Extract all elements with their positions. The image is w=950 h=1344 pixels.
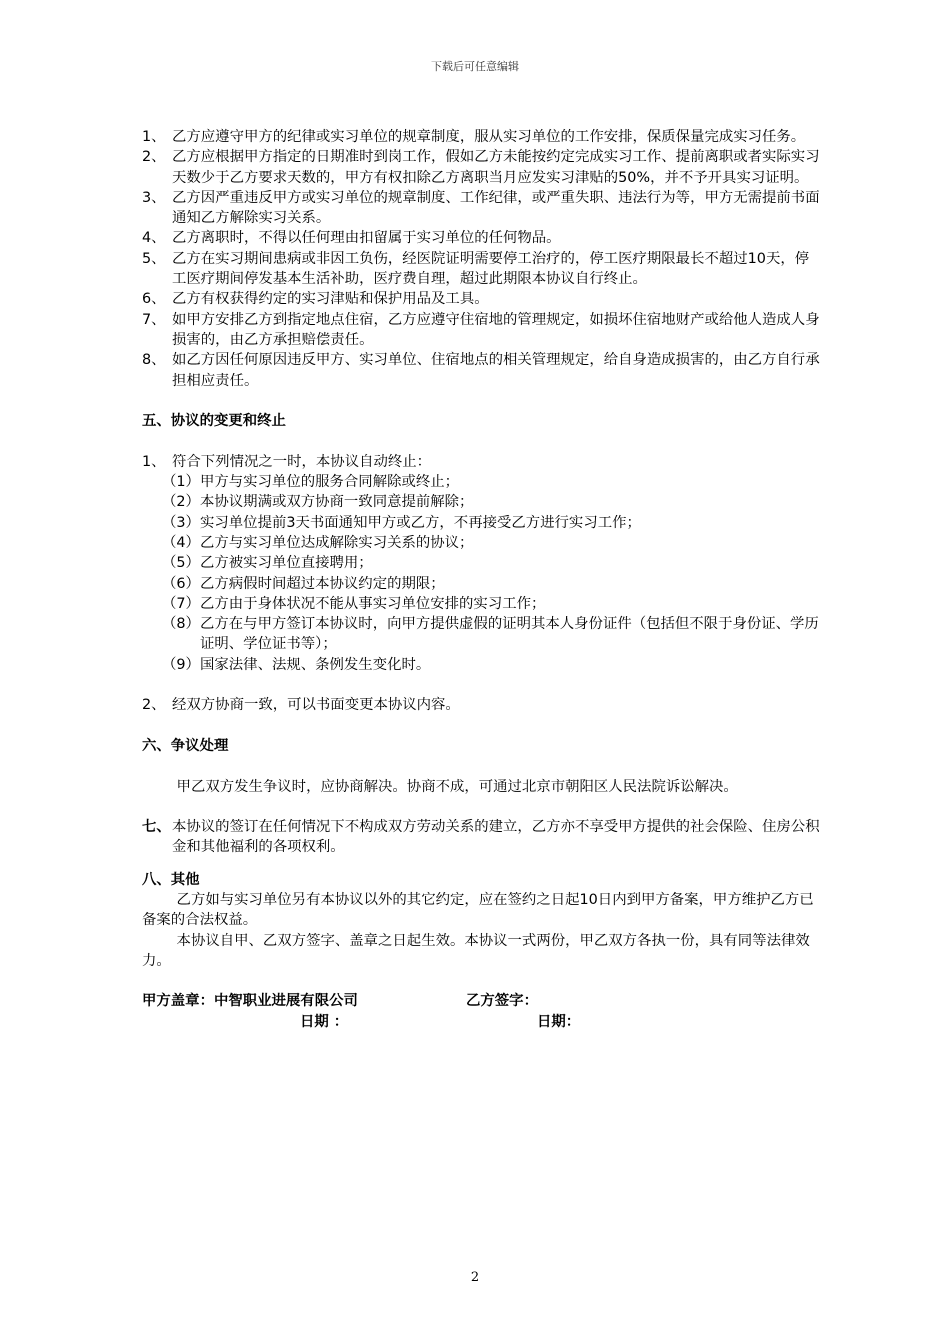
sub-item-text: 乙方由于身体状况不能从事实习单位安排的实习工作； xyxy=(200,595,546,612)
sub-list-item xyxy=(142,614,822,655)
item-number: 3、 xyxy=(142,189,166,206)
termination-sublist xyxy=(142,472,822,675)
sub-item-text: 乙方在与甲方签订本协议时，向甲方提供虚假的证明其本人身份证件（包括但不限于身份证、学历证明、学位证书等）； xyxy=(200,616,819,653)
list-item xyxy=(142,228,822,248)
section7-item xyxy=(142,817,822,858)
item-text: 乙方因严重违反甲方或实习单位的规章制度、工作纪律，或严重失职、违法行为等，甲方无需提前书面通知乙方解除实习关系。 xyxy=(172,189,820,227)
other-paragraph-2: 本协议自甲、乙双方签字、盖章之日起生效。本协议一式两份，甲乙双方各执一份，具有同等法律效力。 xyxy=(142,932,810,969)
party-b-signature: 乙方签字： xyxy=(466,993,538,1010)
list-item xyxy=(142,249,822,290)
section8-title: 八、其他 xyxy=(142,871,200,888)
item-number: 4、 xyxy=(142,230,166,247)
dispute-paragraph: 甲乙双方发生争议时，应协商解决。协商不成，可通过北京市朝阳区人民法院诉讼解决。 xyxy=(176,778,738,795)
item-number: 6、 xyxy=(142,291,166,308)
party-a-date: 日期 ： xyxy=(300,1013,349,1030)
sub-item-text: 乙方病假时间超过本协议约定的期限； xyxy=(200,575,445,592)
sub-list-item xyxy=(142,553,822,573)
sub-list-item xyxy=(142,533,822,553)
item-text: 经双方协商一致，可以书面变更本协议内容。 xyxy=(172,697,460,714)
item-text: 符合下列情况之一时，本协议自动终止： xyxy=(172,453,432,470)
sub-item-number: （9） xyxy=(162,656,200,673)
header-note: 下载后可任意编辑 xyxy=(431,60,519,73)
list-item xyxy=(142,289,822,309)
party-b-date: 日期： xyxy=(537,1013,581,1030)
item-text: 如乙方因任何原因违反甲方、实习单位、住宿地点的相关管理规定，给自身造成损害的，由乙方自行承担相应责任。 xyxy=(172,352,820,389)
date-row xyxy=(142,1012,822,1032)
sub-item-number: （7） xyxy=(162,595,200,612)
item-number: 8、 xyxy=(142,352,166,369)
sub-item-number: （5） xyxy=(162,555,200,572)
sub-list-item xyxy=(142,513,822,533)
item-text: 乙方离职时，不得以任何理由扣留属于实习单位的任何物品。 xyxy=(172,230,561,247)
sub-item-text: 乙方与实习单位达成解除实习关系的协议； xyxy=(200,534,474,551)
item-number: 2、 xyxy=(142,697,166,714)
sub-item-number: （3） xyxy=(162,514,200,531)
sub-item-text: 甲方与实习单位的服务合同解除或终止； xyxy=(200,474,460,491)
other-paragraph-1: 乙方如与实习单位另有本协议以外的其它约定，应在签约之日起10日内到甲方备案，甲方维护乙方已备案的合法权益。 xyxy=(142,891,814,929)
item-text: 乙方有权获得约定的实习津贴和保护用品及工具。 xyxy=(172,291,489,308)
sub-list-item xyxy=(142,594,822,614)
sub-list-item xyxy=(142,574,822,594)
item-text: 如甲方安排乙方到指定地点住宿，乙方应遵守住宿地的管理规定，如损坏住宿地财产或给他人造成人身损害的，由乙方承担赔偿责任。 xyxy=(172,311,820,348)
item-number: 7、 xyxy=(142,311,166,328)
section6-title: 六、争议处理 xyxy=(142,737,229,754)
section5-title: 五、协议的变更和终止 xyxy=(142,413,286,430)
sub-item-text: 国家法律、法规、条例发生变化时。 xyxy=(200,656,431,673)
item-number: 2、 xyxy=(142,149,166,166)
item-number: 1、 xyxy=(142,453,166,470)
party-a-seal: 甲方盖章：中智职业进展有限公司 xyxy=(142,993,358,1010)
sub-item-number: （6） xyxy=(162,575,200,592)
section4-list xyxy=(142,127,822,391)
sub-item-number: （1） xyxy=(162,474,200,491)
list-item xyxy=(142,147,822,188)
sub-item-number: （4） xyxy=(162,534,200,551)
sub-list-item xyxy=(142,472,822,492)
section7-text: 本协议的签订在任何情况下不构成双方劳动关系的建立，乙方亦不享受甲方提供的社会保险、住房公积金和其他福利的各项权利。 xyxy=(172,819,820,856)
sub-item-number: （2） xyxy=(162,494,200,511)
item-text: 乙方应遵守甲方的纪律或实习单位的规章制度，服从实习单位的工作安排，保质保量完成实习任务。 xyxy=(172,129,806,145)
list-item xyxy=(142,310,822,351)
section7-number: 七、 xyxy=(142,819,171,836)
signature-row xyxy=(142,991,822,1011)
item-text: 乙方在实习期间患病或非因工负伤，经医院证明需要停工治疗的，停工医疗期限最长不超过10天，停工医疗期间停发基本生活补助，医疗费自理，超过此期限本协议自行终止。 xyxy=(172,250,810,288)
item-number: 1、 xyxy=(142,129,166,145)
list-item xyxy=(142,188,822,229)
sub-list-item xyxy=(142,655,822,675)
item-text: 乙方应根据甲方指定的日期准时到岗工作，假如乙方未能按约定完成实习工作、提前离职或者实际实习天数少于乙方要求天数的，甲方有权扣除乙方离职当月应发实习津贴的50%，并不予开具实习证明。 xyxy=(172,149,820,186)
sub-item-text: 乙方被实习单位直接聘用； xyxy=(200,555,373,572)
sub-list-item xyxy=(142,492,822,512)
sub-item-text: 本协议期满或双方协商一致同意提前解除； xyxy=(200,494,474,511)
item-number: 5、 xyxy=(142,250,166,267)
list-item xyxy=(142,695,822,715)
document-body xyxy=(142,127,822,1032)
list-item xyxy=(142,127,822,147)
sub-item-text: 实习单位提前3天书面通知甲方或乙方，不再接受乙方进行实习工作； xyxy=(200,514,641,531)
list-item xyxy=(142,452,822,472)
list-item xyxy=(142,350,822,391)
page-number: 2 xyxy=(470,1270,480,1285)
sub-item-number: （8） xyxy=(162,616,200,633)
